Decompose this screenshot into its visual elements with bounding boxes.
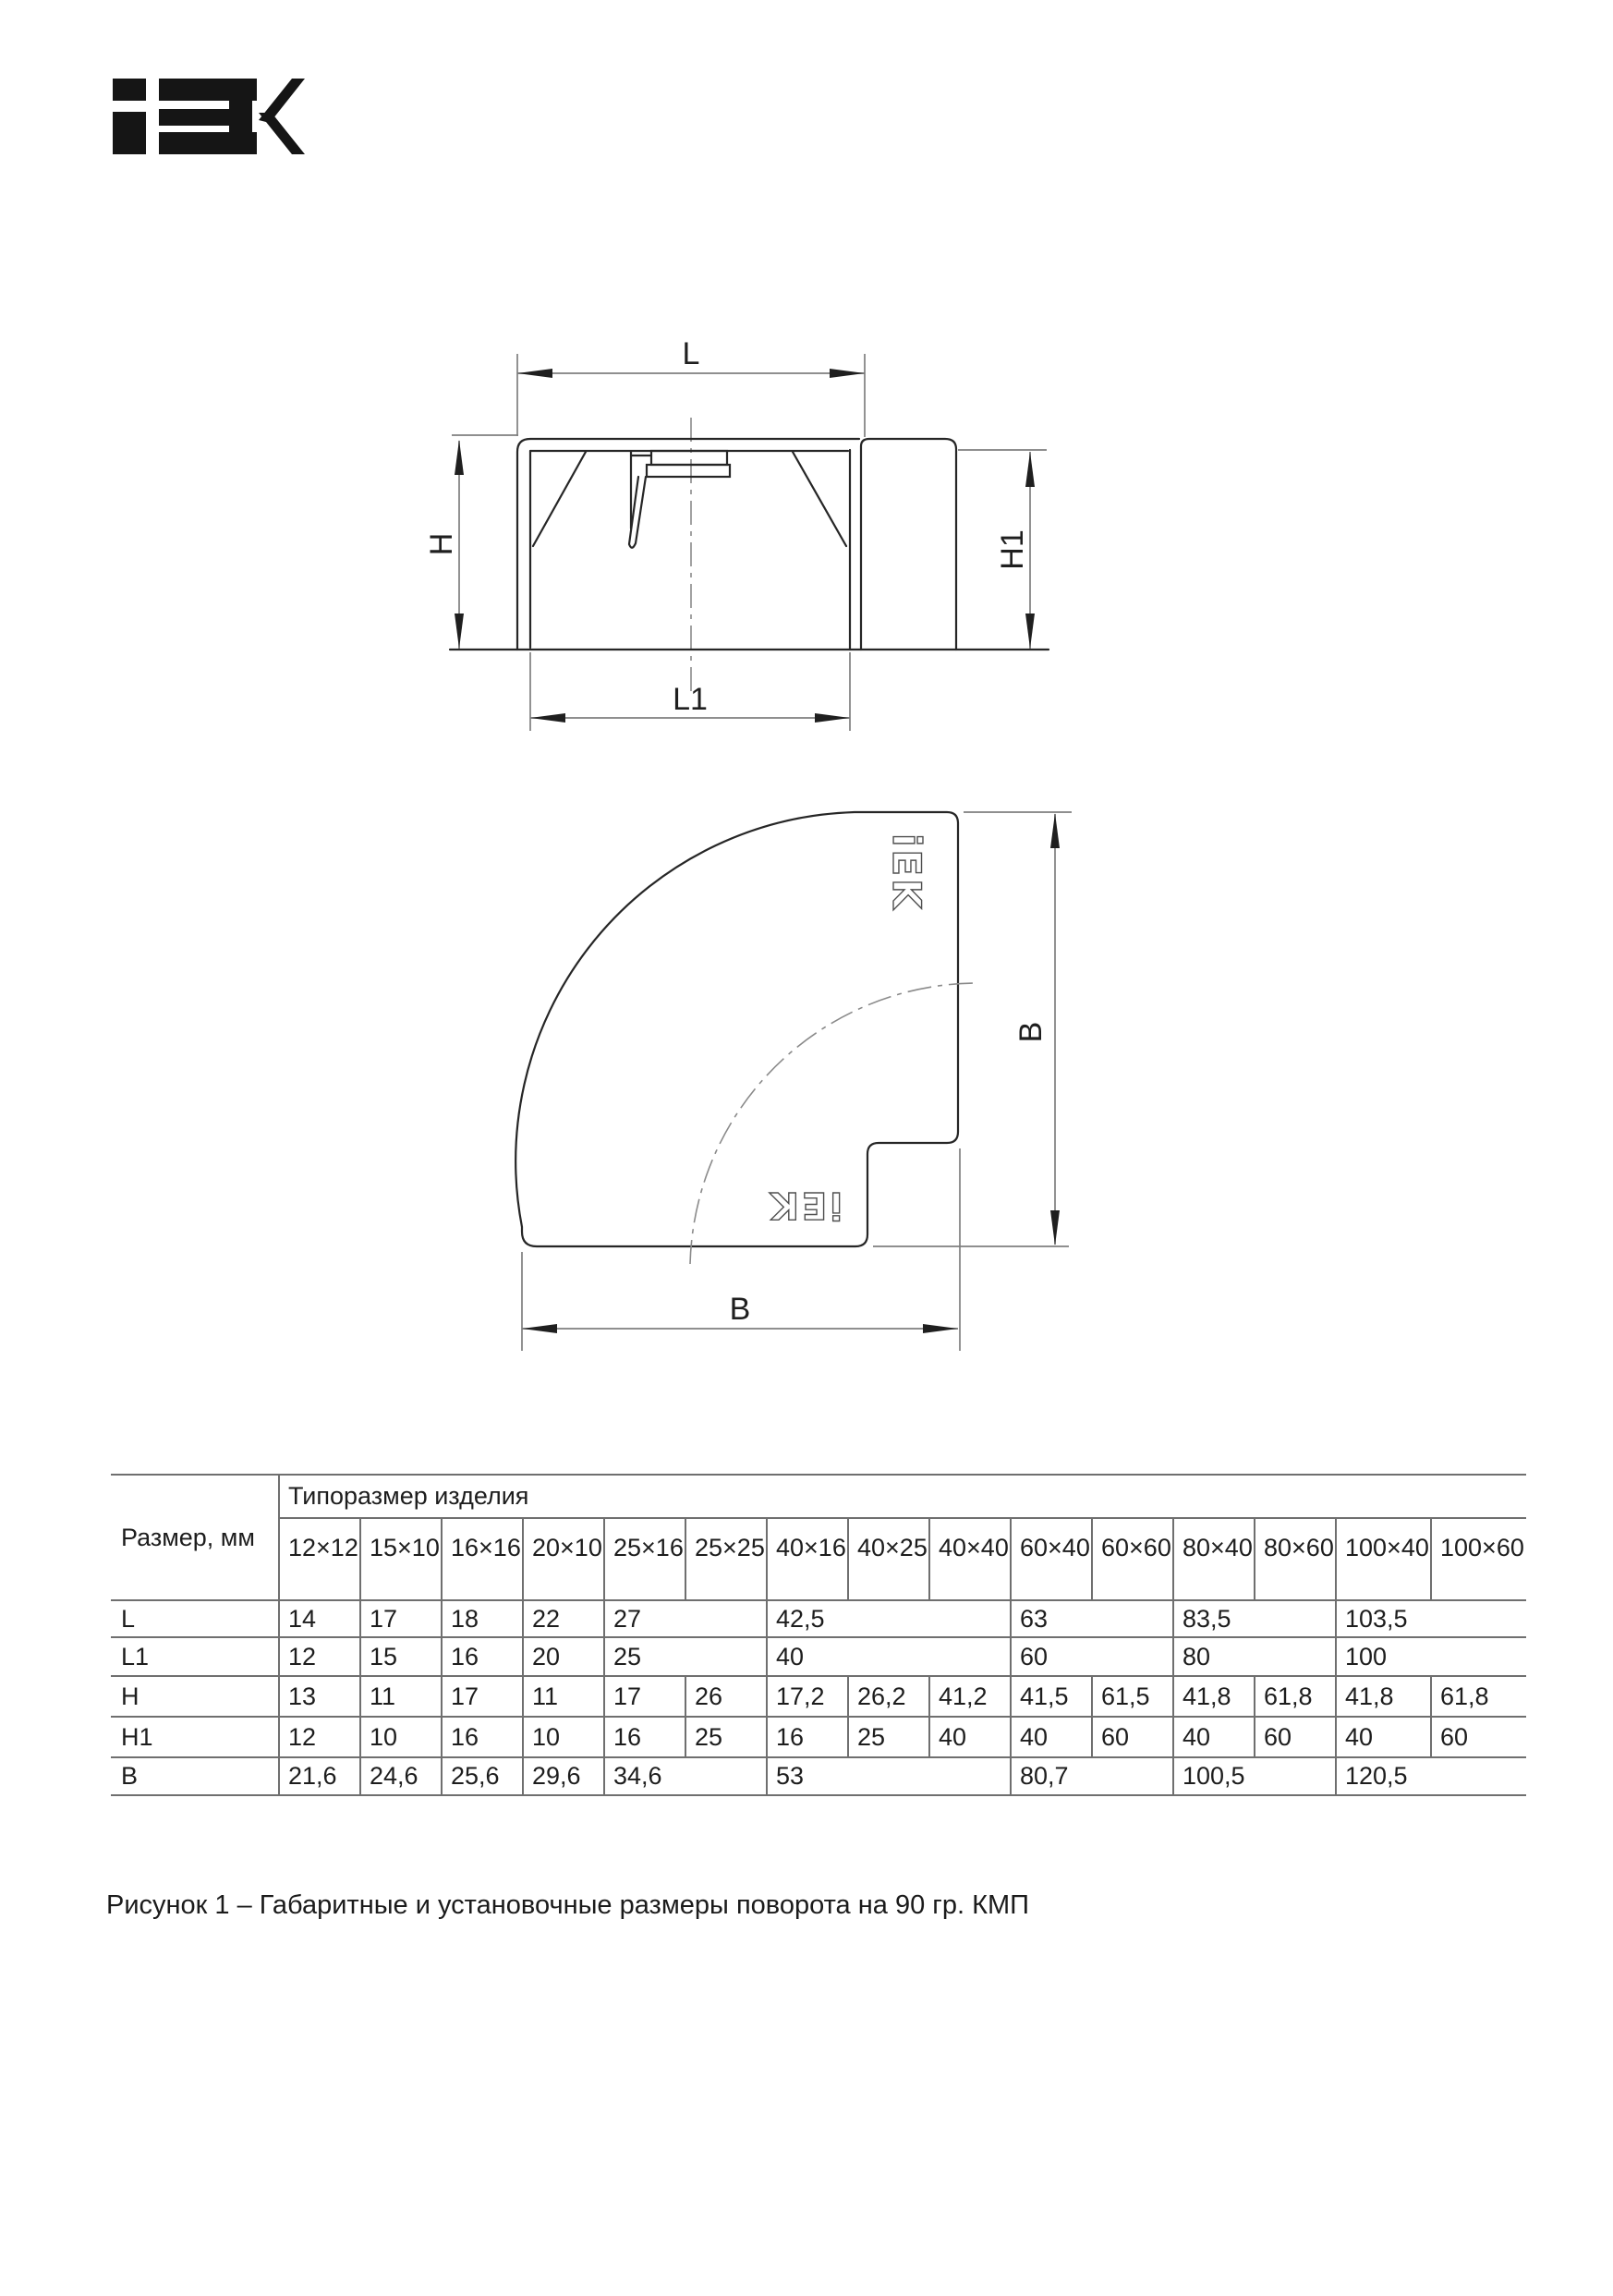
dim-label-H: H xyxy=(424,532,459,556)
table-cell: 42,5 xyxy=(767,1600,1011,1637)
row-label-cell: H xyxy=(111,1676,279,1717)
table-cell: 53 xyxy=(767,1757,1011,1795)
table-cell: 61,8 xyxy=(1255,1676,1336,1717)
table-cell: 10 xyxy=(360,1717,442,1757)
table-cell: 14 xyxy=(279,1600,360,1637)
size-header-cell: 20×10 xyxy=(523,1518,604,1600)
size-header-cell: 100×60 xyxy=(1431,1518,1526,1600)
group-header-cell: Типоразмер изделия xyxy=(279,1475,1526,1518)
table-cell: 22 xyxy=(523,1600,604,1637)
embossed-iek-logo-bottom: iEK xyxy=(767,1184,843,1226)
part-outline-front xyxy=(450,439,1049,650)
table-cell: 10 xyxy=(523,1717,604,1757)
table-cell: 61,8 xyxy=(1431,1676,1526,1717)
row-label-cell: H1 xyxy=(111,1717,279,1757)
size-header-cell: 40×40 xyxy=(929,1518,1011,1600)
table-cell: 100,5 xyxy=(1173,1757,1336,1795)
table-cell: 80,7 xyxy=(1011,1757,1173,1795)
table-cell: 60 xyxy=(1431,1717,1526,1757)
table-row-B xyxy=(111,1757,1526,1795)
dimension-table xyxy=(111,1474,1526,1796)
row-label-cell: B xyxy=(111,1757,279,1795)
table-cell: 60 xyxy=(1092,1717,1173,1757)
table-row-H1 xyxy=(111,1717,1526,1757)
table-cell: 27 xyxy=(604,1600,767,1637)
size-header-cell: 80×40 xyxy=(1173,1518,1255,1600)
table-cell: 13 xyxy=(279,1676,360,1717)
size-header-cell: 40×16 xyxy=(767,1518,848,1600)
table-cell: 41,5 xyxy=(1011,1676,1092,1717)
table-cell: 41,2 xyxy=(929,1676,1011,1717)
table-cell: 63 xyxy=(1011,1600,1173,1637)
table-cell: 40 xyxy=(929,1717,1011,1757)
drawing-front-view xyxy=(416,333,1072,748)
table-cell: 20 xyxy=(523,1637,604,1676)
row-label-cell: L xyxy=(111,1600,279,1637)
table-row-H xyxy=(111,1676,1526,1717)
table-row-L xyxy=(111,1600,1526,1637)
size-header-cell: 60×60 xyxy=(1092,1518,1173,1600)
table-cell: 16 xyxy=(604,1717,685,1757)
table-cell: 26 xyxy=(685,1676,767,1717)
table-cell: 16 xyxy=(767,1717,848,1757)
table-cell: 25 xyxy=(848,1717,929,1757)
table-cell: 40 xyxy=(1336,1717,1431,1757)
table-cell: 12 xyxy=(279,1637,360,1676)
table-cell: 17 xyxy=(360,1600,442,1637)
dimension-lines-2 xyxy=(522,812,1072,1351)
size-header-cell: 25×25 xyxy=(685,1518,767,1600)
table-cell: 41,8 xyxy=(1336,1676,1431,1717)
dim-label-H1: H1 xyxy=(995,529,1030,570)
table-cell: 83,5 xyxy=(1173,1600,1336,1637)
table-cell: 18 xyxy=(442,1600,523,1637)
table-cell: 120,5 xyxy=(1336,1757,1526,1795)
size-header-cell: 100×40 xyxy=(1336,1518,1431,1600)
table-cell: 16 xyxy=(442,1717,523,1757)
dim-label-B-horizontal: B xyxy=(729,1292,751,1327)
table-cell: 100 xyxy=(1336,1637,1526,1676)
row-label-cell: L1 xyxy=(111,1637,279,1676)
embossed-iek-logo-top: iEK xyxy=(884,833,929,912)
table-cell: 17 xyxy=(442,1676,523,1717)
table-cell: 34,6 xyxy=(604,1757,767,1795)
table-cell: 11 xyxy=(523,1676,604,1717)
table-cell: 29,6 xyxy=(523,1757,604,1795)
table-header-row xyxy=(111,1475,1526,1518)
dim-label-L1: L1 xyxy=(673,682,708,717)
table-cell: 60 xyxy=(1011,1637,1173,1676)
table-cell: 25 xyxy=(685,1717,767,1757)
size-header-cell: 80×60 xyxy=(1255,1518,1336,1600)
table-cell: 40 xyxy=(1173,1717,1255,1757)
table-cell: 17,2 xyxy=(767,1676,848,1717)
table-size-row xyxy=(111,1518,1526,1600)
size-header-cell: 12×12 xyxy=(279,1518,360,1600)
size-header-cell: 25×16 xyxy=(604,1518,685,1600)
table-cell: 60 xyxy=(1255,1717,1336,1757)
dimension-lines xyxy=(452,354,1047,731)
dimension-arrowheads xyxy=(455,369,1035,723)
table-cell: 16 xyxy=(442,1637,523,1676)
size-header-cell: 60×40 xyxy=(1011,1518,1092,1600)
table-cell: 41,8 xyxy=(1173,1676,1255,1717)
iek-logo xyxy=(113,79,305,154)
table-cell: 25,6 xyxy=(442,1757,523,1795)
dimension-arrowheads-2 xyxy=(522,813,1060,1333)
size-header-cell: 16×16 xyxy=(442,1518,523,1600)
corner-header-cell: Размер, мм xyxy=(111,1475,279,1600)
dim-label-L: L xyxy=(682,336,700,371)
table-row-L1 xyxy=(111,1637,1526,1676)
table-cell: 24,6 xyxy=(360,1757,442,1795)
table-cell: 12 xyxy=(279,1717,360,1757)
iek-logo-glyphs xyxy=(113,79,305,154)
figure-caption: Рисунок 1 – Габаритные и установочные размеры поворота на 90 гр. КМП xyxy=(106,1890,1029,1920)
drawing-elbow-view xyxy=(499,785,1081,1363)
table-cell: 25 xyxy=(604,1637,767,1676)
table-cell: 26,2 xyxy=(848,1676,929,1717)
table-cell: 17 xyxy=(604,1676,685,1717)
size-header-cell: 40×25 xyxy=(848,1518,929,1600)
table-cell: 61,5 xyxy=(1092,1676,1173,1717)
table-cell: 40 xyxy=(767,1637,1011,1676)
table-cell: 15 xyxy=(360,1637,442,1676)
table-cell: 11 xyxy=(360,1676,442,1717)
size-header-cell: 15×10 xyxy=(360,1518,442,1600)
table-cell: 21,6 xyxy=(279,1757,360,1795)
dim-label-B-vertical: B xyxy=(1013,1021,1049,1043)
table-cell: 80 xyxy=(1173,1637,1336,1676)
table-cell: 40 xyxy=(1011,1717,1092,1757)
table-cell: 103,5 xyxy=(1336,1600,1526,1637)
